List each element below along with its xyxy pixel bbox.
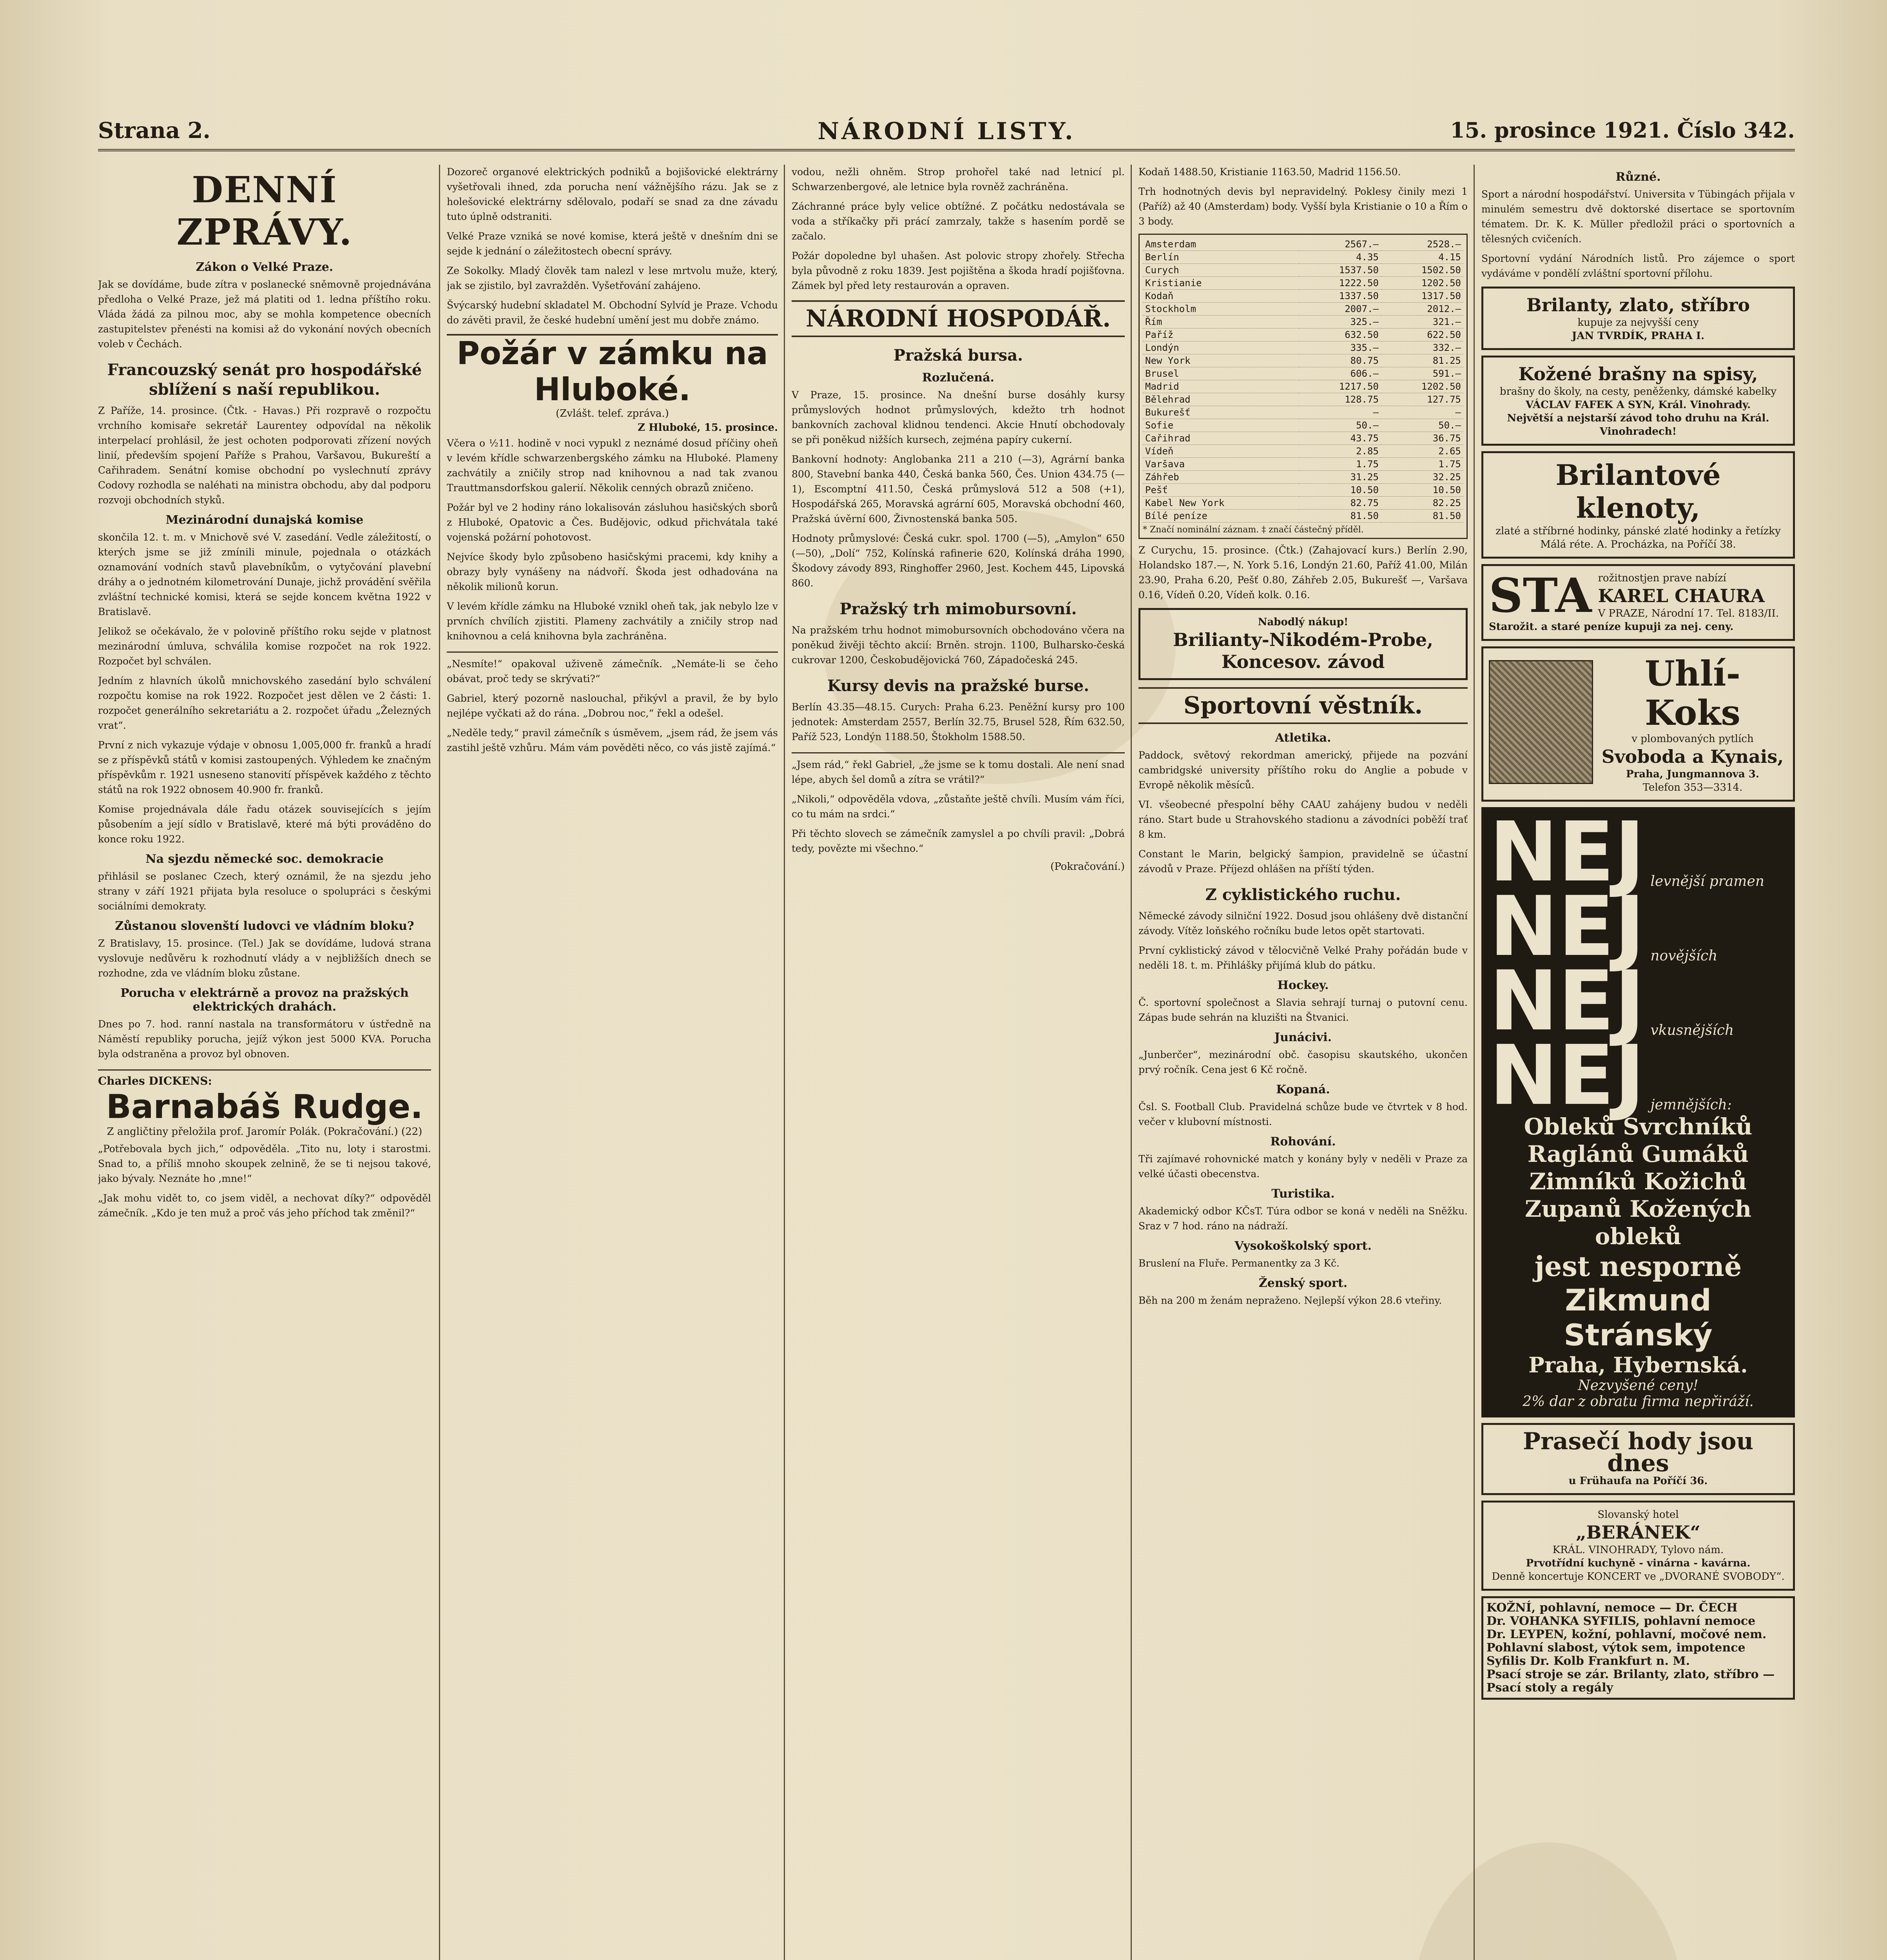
rate-value: 36.75 [1381, 432, 1463, 445]
rates-footnote: * Značí nominální záznam. ‡ značí částečný příděl. [1143, 525, 1364, 535]
article-text: Constant le Marin, belgický šampion, pravidelně se účastní závodů v Praze. Příjezd ohlášen na příští týden. [1138, 848, 1468, 875]
article-text: Dnes po 7. hod. ranní nastala na transformátoru v ústředně na Náměstí republiky porucha, jejíž výkon jest 5000 KVA. Porucha byla odstraněna a provoz byl obnoven. [98, 1018, 431, 1060]
advert-line: JAN TVRDÍK, PRAHA I. [1572, 330, 1705, 342]
article-headline: Mezinárodní dunajská komise [165, 513, 364, 527]
advert-line: KAREL CHAURA [1598, 585, 1765, 606]
sport-heading: Z cyklistického ruchu. [1205, 886, 1401, 904]
rate-city: Madrid [1143, 380, 1299, 393]
article-text: Jak se dovídáme, bude zítra v poslanecké sněmovně projednávána předloha o Velké Praze, jež má platiti od 1. ledna příštího roku. Vláda žádá za pilnou moc, aby se mohla kompetence obecních zastupitelstev přenésti na komisi až do vykonání nových obecních voleb v Čechách. [98, 279, 431, 350]
exchange-rates-table [1143, 238, 1463, 523]
article-text: Švýcarský hudební skladatel M. Obchodní Sylvíd je Praze. Vchodu do závěti pravil, že české hudební umění jest mu dobře známo. [447, 299, 778, 326]
advert-line: Kožené brašny na spisy, [1518, 363, 1758, 385]
rate-row [1143, 290, 1463, 303]
rate-row [1143, 419, 1463, 432]
column-rule [439, 165, 440, 1960]
article-headline: Francouzský senát pro hospodářské sblížení s naší republikou. [107, 361, 422, 399]
article-text: Sportovní vydání Národních listů. Pro zájemce o sport vydáváme v pondělí zvláštní sportovní přílohu. [1481, 253, 1795, 279]
rate-value: 606.— [1299, 367, 1381, 380]
advert-line: jemnějších: [1650, 1097, 1732, 1113]
rate-city: Bílé peníze [1143, 510, 1299, 523]
rate-value: 4.35 [1299, 251, 1381, 264]
article-text: Jelikož se očekávalo, že v polovině příštího roku sejde v platnost mezinárodní úmluva, schválila komise rozpočet na rok 1922. Rozpočet byl schválen. [98, 626, 431, 667]
rate-row [1143, 303, 1463, 316]
article-headline-large: Požár v zámku na Hluboké. [457, 335, 768, 408]
rate-value: 81.50 [1299, 510, 1381, 523]
column-rule [1131, 165, 1132, 1960]
advert-nej-word: NEJ [1489, 804, 1645, 900]
advert-line: levnější pramen [1650, 873, 1764, 889]
rate-row [1143, 380, 1463, 393]
rate-row [1143, 432, 1463, 445]
advert-uhli-koks [1481, 646, 1795, 802]
advert-line: Slovanský hotel [1597, 1509, 1679, 1521]
article-text: Akademický odbor KČsT. Túra odbor se koná v neděli na Sněžku. Sraz v 7 hod. ráno na nádraží. [1138, 1205, 1468, 1232]
advert-line: vkusnějších [1650, 1022, 1734, 1038]
article-text: VI. všeobecné přespolní běhy CAAU zahájeny budou v neděli ráno. Start bude u Strahovského stadionu a závodníci poběží trať 8 km. [1138, 799, 1468, 840]
article-text: Běh na 200 m ženám nepraženo. Nejlepší výkon 28.6 vteřiny. [1138, 1295, 1442, 1306]
rate-row [1143, 458, 1463, 471]
rate-value: 81.50 [1381, 510, 1463, 523]
advert-line: Syfilis Dr. Kolb Frankfurt n. M. [1486, 1654, 1690, 1668]
rate-city: Stockholm [1143, 303, 1299, 316]
rate-value: 43.75 [1299, 432, 1381, 445]
advert-line: KRÁL. VINOHRADY, Tylovo nám. [1552, 1544, 1724, 1556]
article-subhead: (Zvlášt. telef. zpráva.) [556, 408, 669, 419]
rate-row [1143, 471, 1463, 484]
advert-logo-text: STA [1489, 568, 1592, 623]
rate-value: 2012.— [1381, 303, 1463, 316]
advert-line: v plombovaných pytlích [1631, 733, 1754, 745]
rate-value: 325.— [1299, 316, 1381, 328]
serial-text: „Nikoli,“ odpověděla vdova, „zůstaňte ještě chvíli. Musím vám říci, co tu mám na srdci.“ [792, 793, 1125, 820]
rate-city: Vídeň [1143, 445, 1299, 458]
advert-line: Zikmund Stránský [1564, 1283, 1713, 1352]
article-text: Č. sportovní společnost a Slavia sehrají turnaj o putovní cenu. Zápas bude sehrán na kluzišti na Štvanici. [1138, 997, 1468, 1023]
rate-value: 1337.50 [1299, 290, 1381, 303]
serial-text: „Neděle tedy,“ pravil zámečník s úsměvem, „jsem rád, že jsem vás zastihl ještě vzhůru. Mám vám pověděti něco, co vás jistě zajímá.“ [447, 727, 778, 753]
rate-value: 50.— [1381, 419, 1463, 432]
article-headline: Zákon o Velké Praze. [196, 260, 334, 274]
article-text: Záchranné práce byly velice obtížné. Z počátku nedostávala se voda a stříkačky při prácí zamrzaly, takže s hasením pordě se začalo. [792, 201, 1125, 242]
advert-items: Obleků Svrchníků Raglánů Gumáků Zimníků Kožichů Zupanů Kožených obleků [1524, 1113, 1753, 1250]
rate-value: 81.25 [1381, 354, 1463, 367]
rate-value: 2007.— [1299, 303, 1381, 316]
advert-nej-stransky [1481, 804, 1795, 1417]
advert-line: 2% dar z obratu firma nepřiráží. [1523, 1394, 1754, 1410]
rate-value: 4.15 [1381, 251, 1463, 264]
rate-row [1143, 484, 1463, 497]
rate-city: Berlín [1143, 251, 1299, 264]
article-text: Na pražském trhu hodnot mimobursovních obchodováno včera na poněkud živěji těchto akcií: Brněn. strojn. 1100, Bulharsko-česká cukrovar 1200, Českobudějovická 760, Západočeská 245. [792, 624, 1125, 666]
article-text: přihlásil se poslanec Czech, který oznámil, že na sjezdu jeho strany v září 1921 přijata byla resoluce o spolupráci s českými sociálními demokraty. [98, 871, 431, 912]
column-rule [1474, 165, 1475, 1960]
advert-line: KOŽNÍ, pohlavní, nemoce — Dr. ČECH [1486, 1601, 1738, 1615]
rate-city: Brusel [1143, 367, 1299, 380]
rate-city: Řím [1143, 316, 1299, 328]
article-text: Hodnoty průmyslové: Česká cukr. spol. 1700 (—5), „Amylon“ 650 (—50), „Dolí“ 752, Kolínská rafinerie 620, Kolínská dráha 1990, Škodovy závody 893, Ringhoffer 2960, Jest. Kochem 445, Lipovská 860. [792, 533, 1125, 589]
serial-text: Gabriel, který pozorně naslouchal, přikývl a pravil, že by bylo nejlépe vyčkati až do rána. „Dobrou noc,“ řekl a odešel. [447, 693, 778, 719]
article-text: První cyklistický závod v tělocvičně Velké Prahy pořádán bude v neděli 18. t. m. Přihlášky přijímá klub do pátku. [1138, 945, 1468, 971]
article-text: Včera o ½11. hodině v noci vypukl z neznámé dosud příčiny oheň v levém křídle schwarzenbergského zámku na Hluboké. Plameny zachvátily a zničily strop nad knihovnou a nad tak zvanou Trauttmansdorfskou galerií. Několik cenných obrazů zničeno. [447, 437, 778, 494]
rate-value: 82.75 [1299, 497, 1381, 510]
column-4 [1138, 165, 1468, 1960]
article-text: Čsl. S. Football Club. Pravidelná schůze bude ve čtvrtek v 8 hod. večer v klubovní místnosti. [1138, 1101, 1468, 1127]
article-headline: Různé. [1615, 170, 1661, 184]
article-text: Kodaň 1488.50, Kristianie 1163.50, Madrid 1156.50. [1138, 166, 1401, 178]
rate-value: 632.50 [1299, 328, 1381, 341]
article-text: Nejvíce škody bylo způsobeno hasičskými pracemi, kdy knihy a obrazy byly vynášeny na nádvoří. Škoda jest odhadována na několik milionů korun. [447, 551, 778, 592]
rate-city: Paříž [1143, 328, 1299, 341]
article-text: Tři zajímavé rohovnické match y konány byly v neděli v Praze za velké účasti obecenstva. [1138, 1153, 1468, 1180]
dateline: Z Hluboké, 15. prosince. [638, 422, 778, 434]
advert-line: brašny do školy, na cesty, peněženky, dámské kabelky [1499, 386, 1777, 397]
article-text: Jedním z hlavních úkolů mnichovského zasedání bylo schválení rozpočtu komise na rok 1922. Rozpočet jest dělen ve 2 části: 1. rozpočet generálního sekretariátu a 2. rozpočet úřadu „Železných vrat“. [98, 675, 431, 731]
rate-city: Kristianie [1143, 277, 1299, 290]
advert-line: Psací stroje se zár. Brilanty, zlato, stříbro — Psací stoly a regály [1486, 1668, 1775, 1695]
sport-heading: Ženský sport. [1258, 1276, 1348, 1290]
rate-value: 1202.50 [1381, 277, 1463, 290]
advert-line: Brilantové klenoty, [1555, 458, 1721, 524]
rate-row [1143, 316, 1463, 328]
rate-row [1143, 264, 1463, 277]
advert-nej-word: NEJ [1489, 1027, 1645, 1123]
column-3 [792, 165, 1125, 1960]
advert-line: rožitnostjen prave nabízí [1598, 572, 1726, 584]
rate-row [1143, 510, 1463, 523]
rate-value: 622.50 [1381, 328, 1463, 341]
rate-city: Amsterdam [1143, 238, 1299, 251]
rate-city: Záhřeb [1143, 471, 1299, 484]
rate-row [1143, 445, 1463, 458]
rate-city: Londýn [1143, 341, 1299, 354]
article-text: Komise projednávala dále řadu otázek souvisejících s jejím působením a její sídlo v Bratislavě, které má býti prováděno do konce roku 1922. [98, 804, 431, 845]
article-text: Požár dopoledne byl uhašen. Ast polovic stropy zhořely. Střecha byla původně z roku 1839. Jest pojištěna a škoda hradí pojišťovna. Zámek byl před lety restaurován a opraven. [792, 250, 1125, 291]
article-text: Sport a národní hospodářství. Universita v Tübingách přijala v minulém semestru dvě doktorské disertace se sportovním tématem. Dr. K. K. Müller předložil práci o sportovních a tělesných cvičeních. [1481, 189, 1795, 245]
serial-text: „Nesmíte!“ opakoval uživeně zámečník. „Nemáte-li se čeho obávat, proč tedy se skrývati?“ [447, 658, 778, 684]
serial-continued [792, 752, 1125, 873]
rate-city: Kabel New York [1143, 497, 1299, 510]
rate-city: New York [1143, 354, 1299, 367]
rate-row [1143, 277, 1463, 290]
advert-doctors [1481, 1596, 1795, 1700]
masthead: NÁRODNÍ LISTY. [818, 118, 1075, 145]
advert-line: novějších [1650, 948, 1718, 964]
rate-value: 128.75 [1299, 393, 1381, 406]
rate-row [1143, 406, 1463, 419]
rate-value: 591.— [1381, 367, 1463, 380]
advert-line: Nabodlý nákup! [1258, 616, 1349, 628]
sport-heading: Kopaná. [1276, 1083, 1330, 1096]
article-text: Požár byl ve 2 hodiny ráno lokalisován zásluhou hasičských sborů z Hluboké, Opatovic a Čes. Budějovic, odkud přichvátala také vojenská požární pohotovost. [447, 502, 778, 543]
sport-heading: Atletika. [1275, 731, 1331, 745]
rate-city: Kodaň [1143, 290, 1299, 303]
rate-value: 2567.— [1299, 238, 1381, 251]
article-text: V Praze, 15. prosince. Na dnešní burse dosáhly kursy průmyslových hodnot průmyslových, kdežto trh hodnot bankovních zachoval klidnou tendenci. Akcie Hnutí obchodovaly se při poněkud nižších kursech, zejména papíry cukerní. [792, 389, 1125, 445]
serial-feuilleton [98, 1069, 431, 1221]
advert-line: Brilianty-Nikodém-Probe, Koncesov. závod [1173, 629, 1434, 672]
article-text: Z Paříže, 14. prosince. (Čtk. - Havas.) Při rozpravě o rozpočtu vrchního komisaře sekretář Laurentey odpovídal na několik interpelací prohlásil, že jest ochoten podporovati zřízení nových linií, především spojení Paříže s Prahou, Varšavou, Bukureští a Cařihradem. Senátní komise obchodní po vyslechnutí zprávy Codovy rozhodla se naléhati na ministra obchodu, aby dal podporu rozvoji obchodních styků. [98, 405, 431, 506]
rate-row [1143, 497, 1463, 510]
advert-line: Nezvyšené ceny! [1578, 1377, 1698, 1394]
rate-value: 1217.50 [1299, 380, 1381, 393]
advert-line: kupuje za nejvyšší ceny [1577, 317, 1699, 328]
rate-value: 321.— [1381, 316, 1463, 328]
advert-line: zlaté a stříbrné hodinky, pánské zlaté hodinky a řetízky [1495, 525, 1781, 537]
advert-praseci-hody [1481, 1423, 1795, 1495]
rate-value: 1202.50 [1381, 380, 1463, 393]
advert-line: Praha, Jungmannova 3. [1626, 768, 1759, 780]
rate-row [1143, 354, 1463, 367]
serial-continuation-note: (Pokračování.) [1050, 861, 1125, 873]
rate-value: 10.50 [1381, 484, 1463, 497]
exchange-rates-box [1138, 234, 1468, 539]
advert-line: Pohlavní slabost, výtok sem, impotence [1486, 1641, 1746, 1655]
advert-chaura [1481, 564, 1795, 641]
advert-line: Praha, Hybernská. [1528, 1352, 1748, 1377]
article-headline: Pražská bursa. [893, 346, 1023, 365]
serial-continued [447, 652, 778, 755]
sport-heading: Hockey. [1277, 978, 1329, 992]
serial-text: Při těchto slovech se zámečník zamyslel a po chvíli pravil: „Dobrá tedy, povězte mi všechno.“ [792, 828, 1125, 854]
rate-city: Bělehrad [1143, 393, 1299, 406]
advert-line: VÁCLAV FAFEK A SYN, Král. Vinohrady. [1525, 399, 1751, 411]
article-headline: Pražský trh mimobursovní. [839, 600, 1077, 618]
rate-value: — [1381, 406, 1463, 419]
rate-value: 1.75 [1381, 458, 1463, 471]
sport-heading: Vysokoškolský sport. [1234, 1239, 1372, 1253]
serial-text: „Jsem rád,“ řekl Gabriel, „že jsme se k tomu dostali. Ale není snad lépe, abych šel domů a zítra se vrátil?“ [792, 759, 1125, 785]
advert-line: Uhlí-Koks [1644, 653, 1741, 733]
serial-text: „Jak mohu vidět to, co jsem viděl, a nechovat díky?“ odpověděl zámečník. „Kdo je ten muž a proč vás jeho příchod tak změnil?“ [98, 1192, 431, 1219]
column-1 [98, 165, 431, 1960]
rate-city: Sofie [1143, 419, 1299, 432]
page-number: Strana 2. [98, 118, 211, 143]
rate-row [1143, 238, 1463, 251]
column-5-adverts [1481, 165, 1795, 1960]
advert-line: u Frühaufa na Poříčí 36. [1568, 1475, 1708, 1487]
article-headline: Kursy devis na pražské burse. [827, 677, 1089, 695]
rate-city: Cařihrad [1143, 432, 1299, 445]
column-2 [447, 165, 778, 1960]
article-headline: Zůstanou slovenští ludovci ve vládním bloku? [115, 919, 414, 933]
article-text: skončila 12. t. m. v Mnichově své V. zasedání. Vedle záležitostí, o kterých jsme se již zmínili minule, pojednala o otázkách oznamování vodních stavů plavebníkům, o vytyčování plavební dráhy a o jednotném kilometrování Dunaje, jichž provádění svěřila zvláštní technické komisi, která se sejde koncem května 1922 v Bratislavě. [98, 532, 431, 617]
advert-beranek [1481, 1501, 1795, 1591]
article-headline: Na sjezdu německé soc. demokracie [145, 852, 384, 866]
article-text: Velké Praze vzniká se nové komise, která ještě v dnešním dni se sejde k jednání o záležitostech obecní správy. [447, 230, 778, 257]
advert-line: Prasečí hody jsou dnes [1523, 1428, 1754, 1477]
advert-line: Dr. LEYPEN, kožní, pohlavní, močové nem. [1486, 1628, 1767, 1641]
rate-value: 1222.50 [1299, 277, 1381, 290]
advert-nej-word: NEJ [1489, 953, 1645, 1049]
advert-klenoty [1481, 451, 1795, 559]
sport-heading: Rohování. [1270, 1135, 1336, 1149]
rate-value: 82.25 [1381, 497, 1463, 510]
issue-date: 15. prosince 1921. Číslo 342. [1450, 118, 1795, 143]
article-text: Z Bratislavy, 15. prosince. (Tel.) Jak se dovídáme, ludová strana vyslovuje nedůvěru k rozhodnutí vlády a v nejbližších dnech se rozhodne, zda ve vládním bloku zůstane. [98, 938, 431, 979]
rate-value: 10.50 [1299, 484, 1381, 497]
rate-value: 332.— [1381, 341, 1463, 354]
advert-line: Dr. VOHANKA SYFILIS, pohlavní nemoce [1486, 1614, 1756, 1628]
rate-row [1143, 328, 1463, 341]
rate-row [1143, 393, 1463, 406]
article-text: V levém křídle zámku na Hluboké vznikl oheň tak, jak nebylo lze v prvních chvílích zjistiti. Plameny zachvátily a zničily strop nad knihovnou a celá knihovna byla zachráněna. [447, 601, 778, 642]
advert-line: Svoboda a Kynais, [1601, 746, 1784, 767]
article-text: Trh hodnotných devis byl nepravidelný. Poklesy činily mezi 1 (Paříž) až 40 (Amsterdam) body. Vyšší byla Kristianie o 10 a Řím o 3 body. [1138, 186, 1468, 227]
article-text: „Junberčer“, mezinárodní obč. časopisu skautského, ukončen prvý ročník. Cena jest 6 Kč ročně. [1138, 1049, 1468, 1075]
rate-value: 335.— [1299, 341, 1381, 354]
rate-value: 2.85 [1299, 445, 1381, 458]
rate-row [1143, 251, 1463, 264]
advert-line: Telefon 353—3314. [1642, 782, 1743, 793]
rate-value: 32.25 [1381, 471, 1463, 484]
serial-author: Charles DICKENS: [98, 1074, 212, 1087]
advert-line: Málá réte. A. Procházka, na Poříčí 38. [1540, 539, 1736, 550]
article-headline: Porucha v elektrárně a provoz na pražských elektrických drahách. [120, 986, 409, 1014]
serial-title: Barnabáš Rudge. [106, 1087, 423, 1126]
article-text: vodou, nežli ohněm. Strop prohořel také nad letnicí pl. Schwarzenbergové, ale letnice byla rovněž zachráněna. [792, 166, 1125, 192]
advert-line: Prvotřídní kuchyně - vinárna - kavárna. [1526, 1557, 1751, 1569]
rate-value: 1317.50 [1381, 290, 1463, 303]
advert-line: jest nesporně [1534, 1250, 1742, 1283]
rate-city: Pešť [1143, 484, 1299, 497]
serial-subtitle: Z angličtiny přeložila prof. Jaromír Polák. (Pokračování.) (22) [107, 1126, 422, 1138]
advert-line: Denně koncertuje KONCERT ve „DVORANÉ SVOBODY“. [1492, 1571, 1785, 1583]
article-text: Ze Sokolky. Mladý člověk tam nalezl v lese mrtvolu muže, který, jak se zjistilo, byl zavražděn. Vyšetřování zahájeno. [447, 265, 778, 291]
rate-value: 1537.50 [1299, 264, 1381, 277]
advert-line: Brilanty, zlato, stříbro [1526, 294, 1750, 316]
column-rule [784, 165, 785, 1960]
advert-brasny [1481, 356, 1795, 446]
article-text: Dozoreč organové elektrických podniků a bojišovické elektrárny vyšetřovali ihned, zda porucha není vážnějšího rázu. Jak se z holešovické elektrárny sdělovalo, podaří se snad za dne závadu tuto úplně odstraniti. [447, 166, 778, 222]
rate-value: 2528.— [1381, 238, 1463, 251]
advert-nej-word: NEJ [1489, 878, 1645, 975]
article-text: Německé závody silniční 1922. Dosud jsou ohlášeny dvě distanční závody. Vítěz loňského ročníku bude letos opět startovati. [1138, 910, 1468, 936]
rate-row [1143, 367, 1463, 380]
advert-line: V PRAZE, Národní 17. Tel. 8183/II. [1598, 608, 1779, 619]
section-title-economy: NÁRODNÍ HOSPODÁŘ. [792, 300, 1125, 337]
article-text: První z nich vykazuje výdaje v obnosu 1,005,000 fr. franků a hradí se z příspěvků států v komisi zastoupených. Výhledem ke značným příspěvkům r. 1921 usneseno stanovití příspěvek každého z těchto států na rok 1922 obnosem 40.900 fr. franků. [98, 739, 431, 795]
section-title-sport: Sportovní věstník. [1138, 687, 1468, 724]
article-text: Z Curychu, 15. prosince. (Čtk.) (Zahajovací kurs.) Berlín 2.90, Holandsko 187.—, N. York 5.16, Londýn 21.60, Paříž 41.00, Milán 23.90, Praha 6.20, Pešť 0.80, Záhřeb 2.05, Bukurešť —, Varšava 0.16, Vídeň 0.20, Vídeň kolk. 0.16. [1138, 544, 1468, 601]
section-title: DENNÍ ZPRÁVY. [176, 169, 353, 253]
fire-article [447, 334, 778, 644]
sport-heading: Junácivi. [1274, 1031, 1332, 1044]
advert-line: Největší a nejstarší závod toho druhu na Král. Vinohradech! [1507, 412, 1769, 437]
page-header [98, 118, 1795, 151]
advert-brilanty [1481, 287, 1795, 350]
rate-city: Varšava [1143, 458, 1299, 471]
rate-row [1143, 341, 1463, 354]
advert-line: „BERÁNEK“ [1576, 1522, 1700, 1543]
rate-value: 50.— [1299, 419, 1381, 432]
article-subhead: Rozlučená. [922, 371, 995, 385]
sport-heading: Turistika. [1271, 1187, 1335, 1201]
rate-value: 80.75 [1299, 354, 1381, 367]
rate-city: Bukurešť [1143, 406, 1299, 419]
serial-text: „Potřebovala bych jich,“ odpověděla. „Tito nu, loty i starostmi. Snad to, a příliš mnoho skoupek zelnině, že se ti nejsou takové, jako bývaly. Neznáte ho ,mne!“ [98, 1143, 431, 1184]
article-text: Bankovní hodnoty: Anglobanka 211 a 210 (—3), Agrární banka 800, Stavební banka 440, Česká banka 560, Čes. Union 434.75 (—1), Escomptní 411.50, Česká průmyslová 512 a 508 (+1), Hospodářská 265, Moravská agrární 605, Moravská obchodní 460, Pražská úvěrní 600, Živnostenská banka 505. [792, 454, 1125, 524]
rate-value: — [1299, 406, 1381, 419]
advert-line: Starožit. a staré peníze kupuji za nej. ceny. [1489, 621, 1734, 633]
advert-brilianty [1138, 608, 1468, 680]
rate-value: 1.75 [1299, 458, 1381, 471]
article-text: Berlín 43.35—48.15. Curych: Praha 6.23. Peněžní kursy pro 100 jednotek: Amsterdam 2557, Berlín 32.75, Brusel 528, Řím 632.50, Paříž 523, Londýn 1188.50, Štokholm 1588.50. [792, 701, 1125, 742]
coal-carrier-illustration [1489, 660, 1593, 784]
rate-value: 2.65 [1381, 445, 1463, 458]
rate-value: 31.25 [1299, 471, 1381, 484]
article-text: Bruslení na Fluře. Permanentky za 3 Kč. [1138, 1258, 1340, 1269]
article-text: Paddock, světový rekordman americký, přijede na pozvání cambridgské university příštího roku do Anglie a pobude v Evropě několik měsíců. [1138, 750, 1468, 791]
rate-value: 1502.50 [1381, 264, 1463, 277]
rate-city: Curych [1143, 264, 1299, 277]
rate-value: 127.75 [1381, 393, 1463, 406]
